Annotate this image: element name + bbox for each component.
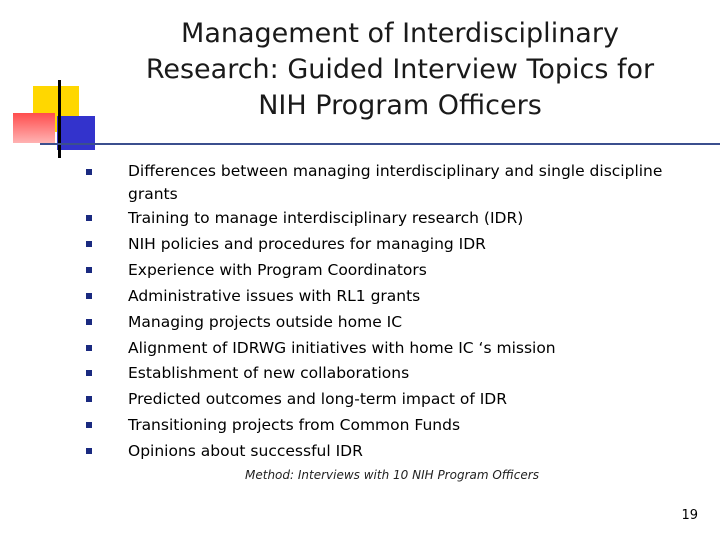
title-divider-rule bbox=[40, 143, 720, 145]
bullet-item bbox=[116, 310, 706, 336]
bullet-item bbox=[116, 160, 688, 206]
bullet-list bbox=[116, 160, 706, 465]
bullet-item bbox=[116, 232, 706, 258]
logo-red-square bbox=[13, 113, 55, 143]
bullet-item bbox=[116, 439, 706, 465]
square-bullet-icon bbox=[86, 319, 92, 325]
bullet-text: Alignment of IDRWG initiatives with home IC ‘s mission bbox=[128, 338, 556, 357]
bullet-text: Establishment of new collaborations bbox=[128, 364, 410, 383]
square-bullet-icon bbox=[86, 267, 92, 273]
bullet-item bbox=[116, 387, 706, 413]
bullet-item bbox=[116, 258, 706, 284]
square-bullet-icon bbox=[86, 370, 92, 376]
bullet-item bbox=[116, 361, 706, 387]
bullet-text: Differences between managing interdisciplinary and single discipline grants bbox=[128, 162, 663, 203]
square-bullet-icon bbox=[86, 448, 92, 454]
logo-vertical-line bbox=[58, 80, 61, 158]
square-bullet-icon bbox=[86, 293, 92, 299]
square-bullet-icon bbox=[86, 169, 92, 175]
bullet-text: Transitioning projects from Common Funds bbox=[128, 416, 461, 435]
slide-title bbox=[110, 16, 690, 124]
bullet-text: Experience with Program Coordinators bbox=[128, 260, 427, 279]
title-line: Management of Interdisciplinary bbox=[181, 18, 619, 49]
square-bullet-icon bbox=[86, 422, 92, 428]
bullet-item bbox=[116, 413, 706, 439]
square-bullet-icon bbox=[86, 215, 92, 221]
page-number: 19 bbox=[681, 508, 698, 523]
bullet-text: Administrative issues with RL1 grants bbox=[128, 286, 421, 305]
square-bullet-icon bbox=[86, 241, 92, 247]
square-bullet-icon bbox=[86, 396, 92, 402]
bullet-item bbox=[116, 206, 706, 232]
bullet-text: Training to manage interdisciplinary research (IDR) bbox=[128, 209, 524, 227]
bullet-item bbox=[116, 336, 706, 362]
bullet-text: Predicted outcomes and long-term impact of IDR bbox=[128, 390, 508, 409]
title-line: Research: Guided Interview Topics for bbox=[145, 54, 655, 85]
square-bullet-icon bbox=[86, 345, 92, 351]
bullet-text: Opinions about successful IDR bbox=[128, 442, 363, 461]
bullet-text: Managing projects outside home IC bbox=[128, 312, 403, 331]
method-note: Method: Interviews with 10 NIH Program Officers bbox=[245, 468, 539, 482]
title-line: NIH Program Officers bbox=[258, 90, 542, 121]
bullet-item bbox=[116, 284, 706, 310]
bullet-text: NIH policies and procedures for managing IDR bbox=[128, 234, 486, 253]
